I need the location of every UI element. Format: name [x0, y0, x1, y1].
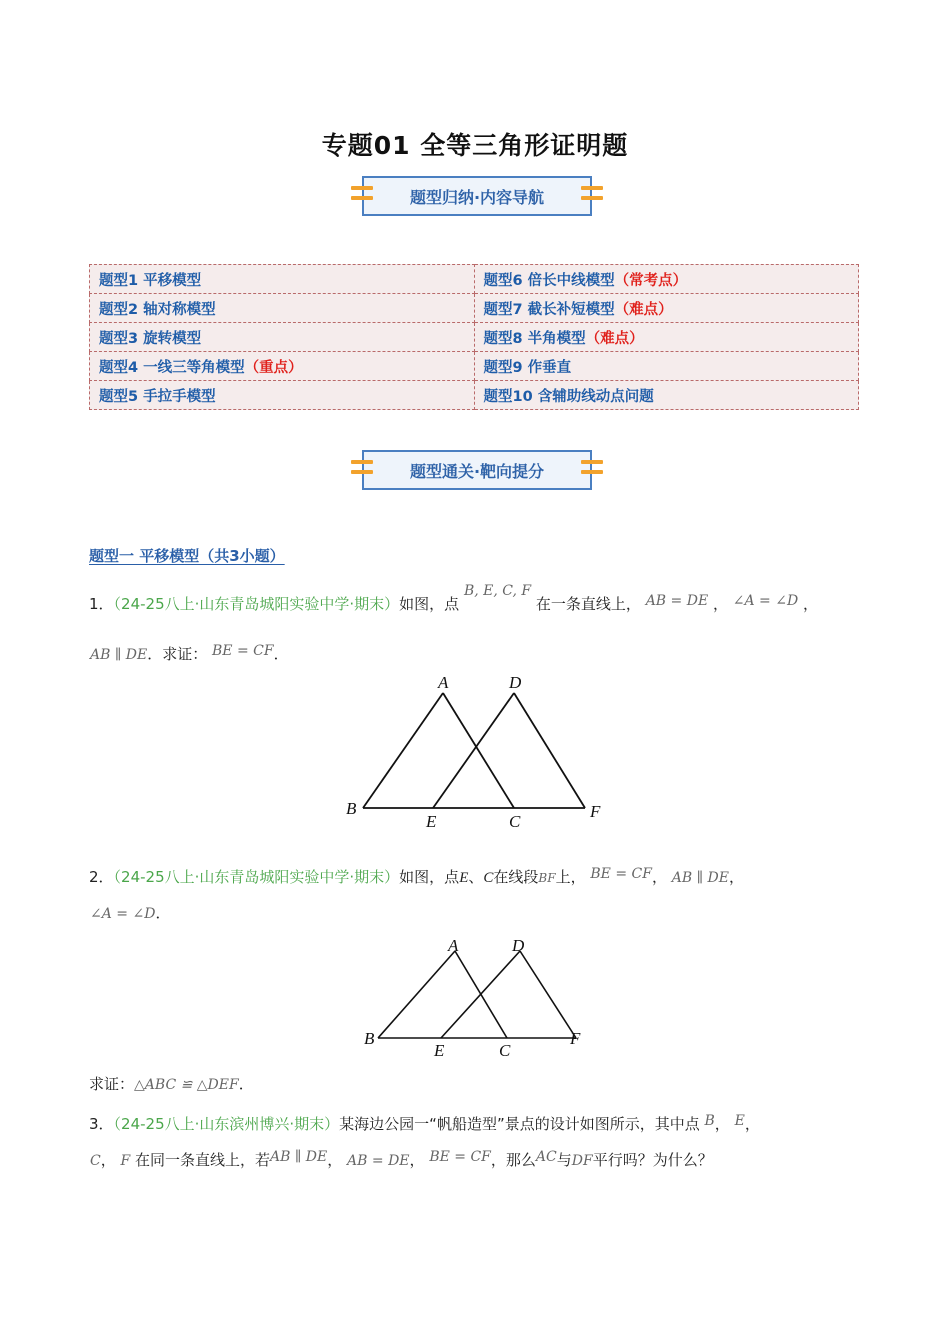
- page-title: 专题01 全等三角形证明题: [321, 131, 629, 160]
- nav-item[interactable]: 题型9 作垂直: [474, 352, 859, 381]
- question-3-line2: C， F 在同一条直线上，若AB ∥ DE， AB = DE， BE = CF，那么AC与DF平行吗？为什么？: [90, 1149, 713, 1169]
- question-2: 2．（24-25八上·山东青岛城阳实验中学·期末）如图，点E、C在线段BF上， BE = CF， AB ∥ DE，: [89, 866, 744, 886]
- nav-item[interactable]: 题型6 倍长中线模型（常考点）: [474, 265, 859, 294]
- nav-item[interactable]: 题型8 半角模型（难点）: [474, 323, 859, 352]
- practice-banner-label: 题型通关·靶向提分: [409, 461, 545, 481]
- nav-banner: [362, 176, 592, 216]
- point-label: D: [509, 673, 522, 692]
- question-source: （24-25八上·山东青岛城阳实验中学·期末）: [113, 595, 400, 613]
- triangle-figure-1: [340, 672, 610, 832]
- point-label: C: [499, 1041, 511, 1060]
- question-3: 3．（24-25八上·山东滨州博兴·期末）某海边公园一“帆船造型”景点的设计如图所示，其中点 B， E，: [89, 1113, 760, 1133]
- point-label: A: [438, 673, 449, 692]
- banner-decoration-icon: [351, 186, 373, 206]
- question-source: （24-25八上·山东青岛城阳实验中学·期末）: [113, 868, 400, 886]
- nav-item[interactable]: 题型7 截长补短模型（难点）: [474, 294, 859, 323]
- banner-decoration-icon: [351, 460, 373, 480]
- triangle-figure-2: [356, 934, 596, 1064]
- point-label: F: [570, 1029, 581, 1048]
- nav-item[interactable]: 题型2 轴对称模型: [90, 294, 475, 323]
- nav-banner-label: 题型归纳·内容导航: [409, 187, 545, 207]
- point-label: E: [434, 1041, 445, 1060]
- nav-item[interactable]: 题型1 平移模型: [90, 265, 475, 294]
- question-2-conclusion: 求证：△ABC ≌ △DEF．: [89, 1075, 254, 1093]
- question-2-line2: ∠A = ∠D．: [90, 904, 171, 922]
- point-label: C: [509, 812, 521, 831]
- point-label: B: [364, 1029, 375, 1048]
- point-label: F: [590, 802, 601, 821]
- question-1-line2: AB ∥ DE．求证： BE = CF．: [90, 643, 289, 663]
- point-label: D: [512, 936, 525, 955]
- section-heading: 题型一 平移模型（共3小题）: [89, 547, 285, 565]
- banner-decoration-icon: [581, 186, 603, 206]
- point-label: E: [426, 812, 437, 831]
- nav-item[interactable]: 题型4 一线三等角模型（重点）: [90, 352, 475, 381]
- question-1: 1．（24-25八上·山东青岛城阳实验中学·期末）如图，点 B, E, C, F 在一条直线上， AB = DE ， ∠A = ∠D ，: [89, 583, 818, 613]
- nav-item[interactable]: 题型3 旋转模型: [90, 323, 475, 352]
- topic-nav-table: [89, 264, 859, 410]
- nav-item[interactable]: 题型10 含辅助线动点问题: [474, 381, 859, 410]
- practice-banner: [362, 450, 592, 490]
- point-label: A: [448, 936, 459, 955]
- question-source: （24-25八上·山东滨州博兴·期末）: [113, 1115, 340, 1133]
- nav-item[interactable]: 题型5 手拉手模型: [90, 381, 475, 410]
- banner-decoration-icon: [581, 460, 603, 480]
- point-label: B: [346, 799, 357, 818]
